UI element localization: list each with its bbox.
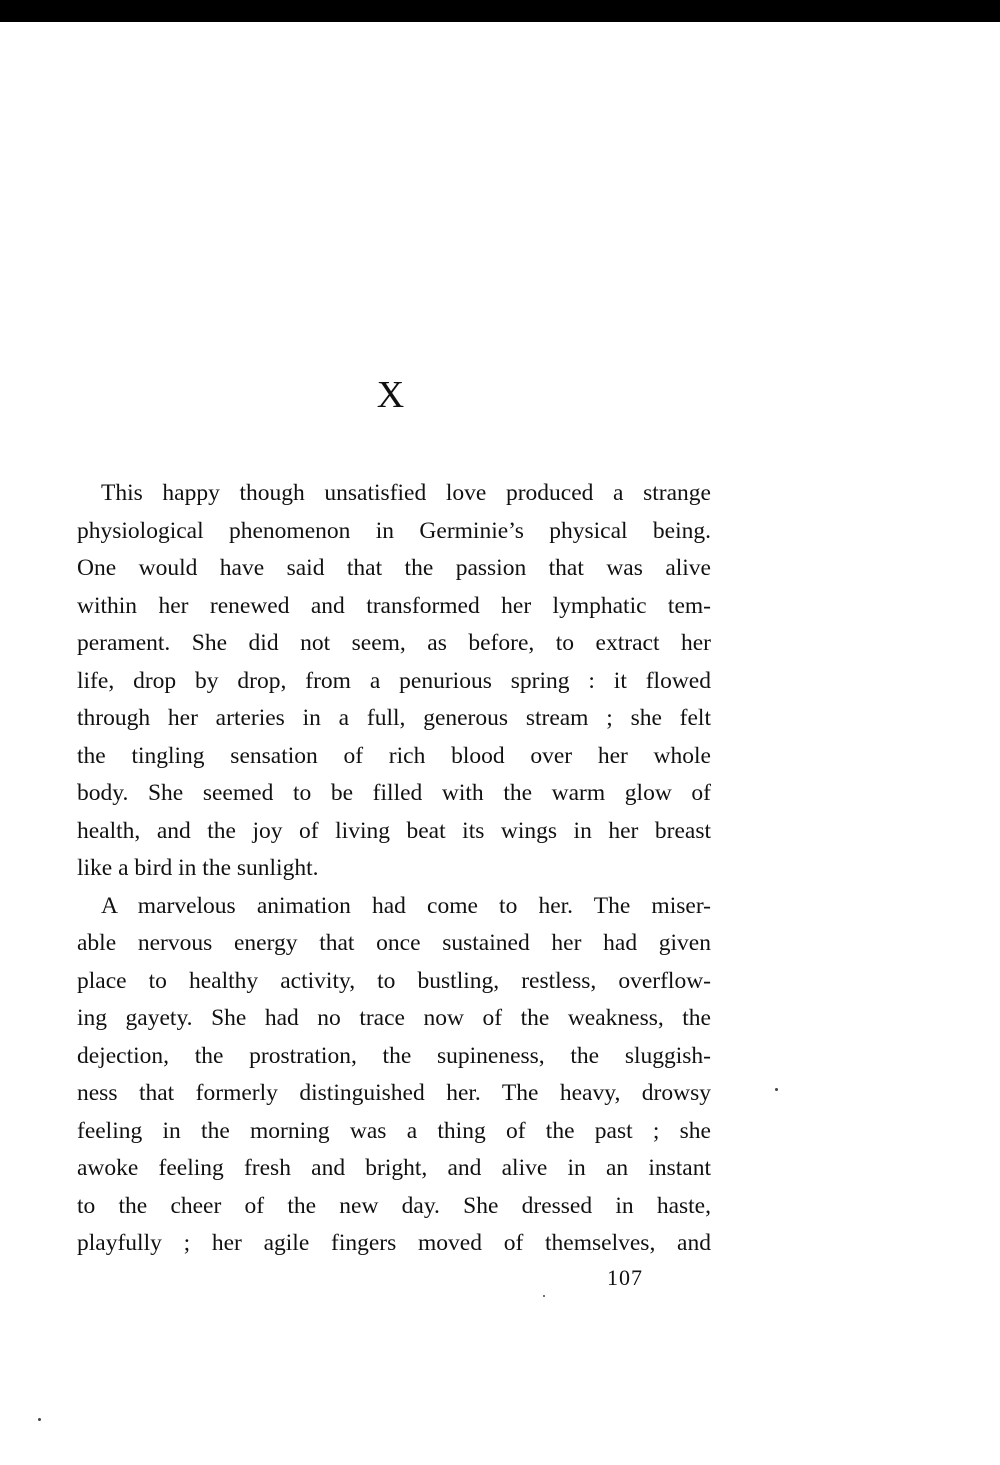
text-line: ness that formerly distinguished her. The heavy, drowsy bbox=[77, 1080, 711, 1106]
scan-speck bbox=[543, 1295, 545, 1297]
text-line: life, drop by drop, from a penurious spring : it flowed bbox=[77, 667, 711, 694]
text-line: through her arteries in a full, generous stream ; she felt bbox=[77, 705, 711, 731]
text-line: One would have said that the passion that was alive bbox=[77, 555, 711, 581]
text-line: ing gayety. She had no trace now of the weakness, the bbox=[77, 1005, 711, 1031]
text-line: playfully ; her agile fingers moved of themselves, and bbox=[77, 1230, 711, 1256]
chapter-heading: X bbox=[376, 374, 405, 416]
text-line: within her renewed and transformed her lymphatic tem- bbox=[77, 592, 711, 619]
scan-speck bbox=[775, 1088, 778, 1091]
paragraph bbox=[77, 888, 711, 1263]
text-line: perament. She did not seem, as before, to extract her bbox=[77, 630, 711, 656]
text-line: to the cheer of the new day. She dressed in haste, bbox=[77, 1192, 711, 1219]
text-line: dejection, the prostration, the supineness, the sluggish- bbox=[77, 1042, 711, 1069]
text-line: physiological phenomenon in Germinie’s physical being. bbox=[77, 517, 711, 544]
scan-speck bbox=[38, 1418, 41, 1421]
text-line: A marvelous animation had come to her. The miser- bbox=[101, 892, 711, 919]
text-line: body. She seemed to be filled with the warm glow of bbox=[77, 780, 711, 806]
text-line: awoke feeling fresh and bright, and alive in an instant bbox=[77, 1155, 711, 1181]
text-line: place to healthy activity, to bustling, restless, overflow- bbox=[77, 967, 711, 994]
text-line: feeling in the morning was a thing of the past ; she bbox=[77, 1117, 711, 1144]
paragraph bbox=[77, 475, 711, 888]
text-line: health, and the joy of living beat its wings in her breast bbox=[77, 817, 711, 844]
body-text bbox=[77, 475, 711, 1263]
text-line: like a bird in the sunlight. bbox=[77, 855, 319, 881]
text-line: able nervous energy that once sustained her had given bbox=[77, 930, 711, 956]
text-line: This happy though unsatisfied love produced a strange bbox=[101, 480, 711, 506]
text-line: the tingling sensation of rich blood over her whole bbox=[77, 742, 711, 769]
page-number: 107 bbox=[607, 1265, 643, 1290]
